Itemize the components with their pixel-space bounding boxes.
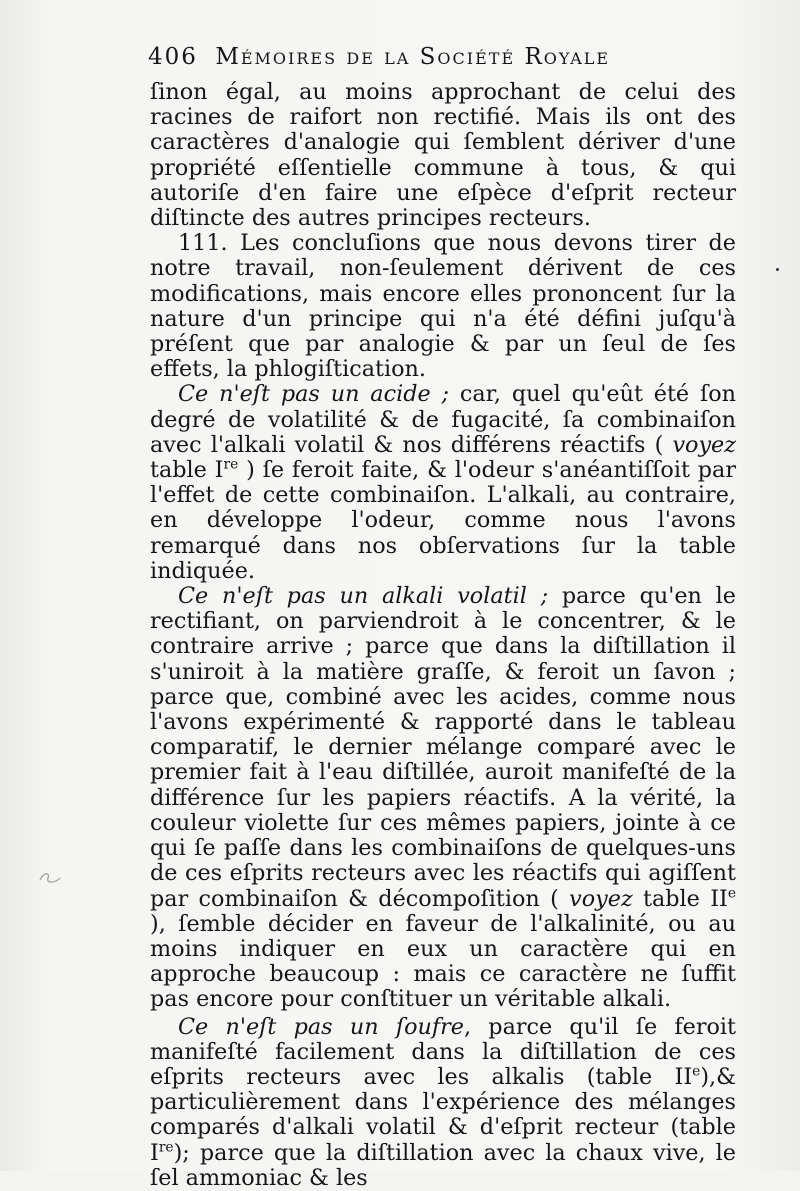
body-text: ) ſe feroit faite, & l'odeur s'anéantiſſoit par l'effet de cette combinaiſon. L'alkali, au contraire, en développe l'odeur, comme nous l'avons remarqué dans nos obſervations ſur la table indiquée. — [150, 457, 737, 584]
body-text: ſinon égal, au moins approchant de celui des racines de raifort non rectifié. Mais ils ont des caractères d'analogie qui ſemblent dériver d'une propriété eſſentielle commune à tous, & qui autoriſe d'en faire une eſpèce d'eſprit recteur diſtincte des autres principes recteurs. — [150, 79, 736, 232]
italic-text: Ce n'eſt pas un acide ; — [178, 381, 450, 408]
ink-fleck — [776, 268, 779, 271]
body-text: 111. Les concluſions que nous devons tirer de notre travail, non-ſeulement dérivent de ces modifications, mais encore elles prononcent ſur la nature d'un principe qui n'a été défini juſqu'à préſent que par analogie & par un ſeul de ſes effets, la phlogiſtication. — [150, 230, 736, 383]
body-text: car, quel qu'eût été ſon degré de volatilité & de fugacité, ſa combinaiſon avec l'alkali volatil & nos différens réactifs ( — [150, 381, 737, 458]
body-text: ); parce que la diſtillation avec la chaux vive, le ſel ammoniac & les — [150, 1139, 736, 1191]
body-text: parce qu'en le rectifiant, on parviendroit à le concentrer, & le contraire arrive ; parce que dans la diſtillation il s'uniroit à la matière graſſe, & feroit un ſavon ; parce que, combiné avec les acides, comme nous l'avons expérimenté & rapporté dans le tableau comparatif, le dernier mélange comparé avec le premier fait à l'eau diſtillée, auroit manifeſté de la différence ſur les papiers réactifs. A la vérité, la couleur violette ſur ces mêmes papiers, jointe à ce qui ſe paſſe dans les combinaiſons de quelques-uns de ces eſprits recteurs avec les réactifs qui agiſſent par combinaiſon & décompoſition ( — [150, 583, 736, 912]
italic-text: Ce n'eſt pas un ſoufre — [178, 1013, 464, 1040]
paragraph-not-volatile-alkali — [150, 584, 736, 1012]
superscript-text: re — [158, 1139, 174, 1156]
paragraph-not-a-sulphur — [150, 1015, 736, 1191]
superscript-text: e — [727, 885, 736, 902]
paragraph-not-an-acid — [150, 382, 736, 584]
margin-pencil-mark-icon — [36, 868, 64, 888]
body-text: ), ſemble décider en faveur de l'alkalinité, ou au moins indiquer en eux un caractère qui en approche beaucoup : mais ce caractère ne ſuffit pas encore pour conſtituer un véritable alkali. — [150, 910, 736, 1013]
paragraph-continuation — [150, 80, 736, 231]
italic-text: voyez — [672, 431, 736, 458]
superscript-text: re — [223, 456, 239, 473]
body-text: ),& particulièrement dans l'expérience des mélanges comparés d'alkali volatil & d'eſprit recteur (table I — [150, 1063, 736, 1166]
body-text: , parce qu'il ſe feroit manifeſté facilement dans la diſtillation de ces eſprits recteurs avec les alkalis (table II — [150, 1013, 736, 1090]
italic-text: Ce n'eſt pas un alkali volatil ; — [178, 583, 549, 610]
running-header — [148, 44, 668, 80]
body-text: table I — [150, 457, 224, 484]
superscript-text: e — [692, 1063, 701, 1080]
paragraph-111 — [150, 231, 736, 382]
page-number: 406 — [148, 44, 198, 70]
body-text: table II — [632, 885, 728, 912]
page-body — [150, 80, 736, 1191]
italic-text: voyez — [569, 885, 633, 912]
running-title: Mémoires de la Société Royale — [215, 44, 611, 70]
